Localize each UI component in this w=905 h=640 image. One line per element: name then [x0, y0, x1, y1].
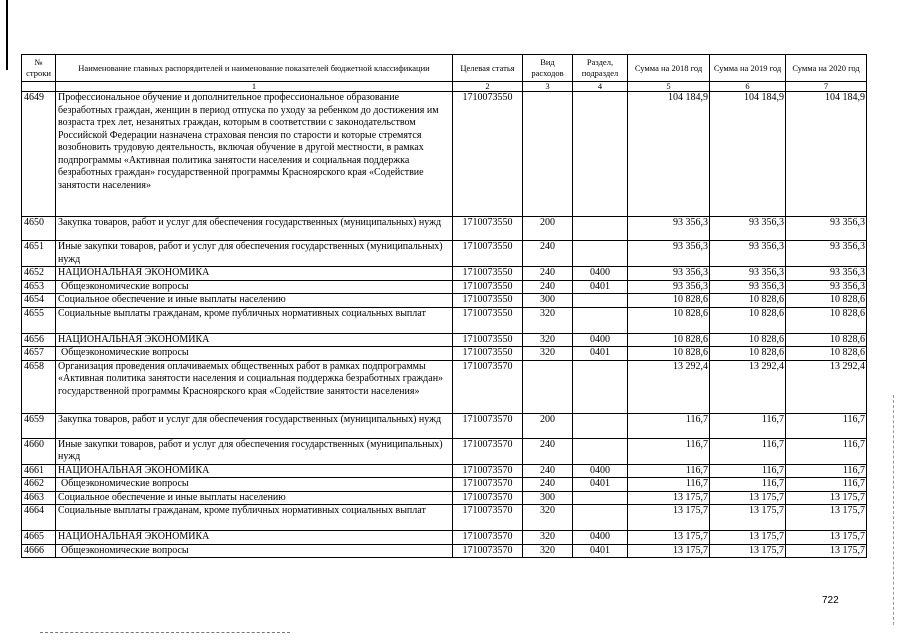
row-sum-2018: 93 356,3 — [628, 267, 710, 281]
header-row-number: № строки — [22, 55, 56, 82]
row-section — [573, 294, 628, 308]
row-sum-2020: 93 356,3 — [786, 217, 867, 241]
row-sum-2019: 13 175,7 — [710, 491, 786, 505]
row-number: 4655 — [22, 307, 56, 333]
row-sum-2018: 13 175,7 — [628, 544, 710, 558]
row-sum-2018: 116,7 — [628, 478, 710, 492]
row-sum-2018: 93 356,3 — [628, 280, 710, 294]
row-sum-2020: 13 175,7 — [786, 544, 867, 558]
row-expense-type: 200 — [523, 217, 573, 241]
row-expense-type: 320 — [523, 505, 573, 531]
row-target-article: 1710073550 — [453, 92, 523, 217]
row-section: 0400 — [573, 464, 628, 478]
table-row — [22, 478, 867, 492]
row-sum-2019: 116,7 — [710, 413, 786, 438]
row-sum-2018: 104 184,9 — [628, 92, 710, 217]
table-row — [22, 438, 867, 464]
row-number: 4653 — [22, 280, 56, 294]
row-section — [573, 241, 628, 267]
row-sum-2019: 93 356,3 — [710, 280, 786, 294]
row-expense-type: 240 — [523, 464, 573, 478]
row-section — [573, 307, 628, 333]
row-sum-2020: 116,7 — [786, 464, 867, 478]
row-section: 0401 — [573, 347, 628, 361]
row-section — [573, 413, 628, 438]
row-number: 4662 — [22, 478, 56, 492]
table-row — [22, 333, 867, 347]
row-section: 0401 — [573, 478, 628, 492]
row-target-article: 1710073550 — [453, 241, 523, 267]
row-name: Социальные выплаты гражданам, кроме публичных нормативных социальных выплат — [56, 505, 453, 531]
row-number: 4652 — [22, 267, 56, 281]
row-number: 4663 — [22, 491, 56, 505]
budget-table — [21, 54, 867, 558]
row-name: Общеэкономические вопросы — [56, 280, 453, 294]
row-sum-2020: 13 292,4 — [786, 360, 867, 413]
row-target-article: 1710073550 — [453, 217, 523, 241]
col-number: 4 — [573, 82, 628, 92]
table-row — [22, 217, 867, 241]
table-row — [22, 347, 867, 361]
row-number: 4650 — [22, 217, 56, 241]
header-name: Наименование главных распорядителей и наименование показателей бюджетной классификации — [56, 55, 453, 82]
row-expense-type: 300 — [523, 491, 573, 505]
row-sum-2018: 10 828,6 — [628, 333, 710, 347]
row-section: 0400 — [573, 333, 628, 347]
row-number: 4651 — [22, 241, 56, 267]
row-section — [573, 438, 628, 464]
table-row — [22, 307, 867, 333]
row-sum-2018: 93 356,3 — [628, 217, 710, 241]
table-row — [22, 491, 867, 505]
row-sum-2019: 116,7 — [710, 438, 786, 464]
header-section: Раздел, подраздел — [573, 55, 628, 82]
row-section: 0401 — [573, 280, 628, 294]
col-number: 1 — [56, 82, 453, 92]
row-target-article: 1710073550 — [453, 333, 523, 347]
col-number: 3 — [523, 82, 573, 92]
row-section — [573, 92, 628, 217]
table-row — [22, 531, 867, 545]
row-name: Социальное обеспечение и иные выплаты населению — [56, 491, 453, 505]
row-number: 4665 — [22, 531, 56, 545]
row-target-article: 1710073570 — [453, 491, 523, 505]
row-expense-type: 240 — [523, 438, 573, 464]
col-number — [22, 82, 56, 92]
row-target-article: 1710073570 — [453, 413, 523, 438]
row-sum-2019: 13 292,4 — [710, 360, 786, 413]
row-sum-2018: 13 175,7 — [628, 491, 710, 505]
row-expense-type — [523, 92, 573, 217]
row-number: 4658 — [22, 360, 56, 413]
row-name: НАЦИОНАЛЬНАЯ ЭКОНОМИКА — [56, 267, 453, 281]
row-sum-2019: 10 828,6 — [710, 307, 786, 333]
row-sum-2020: 116,7 — [786, 438, 867, 464]
table-row — [22, 280, 867, 294]
col-number: 7 — [786, 82, 867, 92]
margin-rule — [6, 0, 8, 70]
row-number: 4656 — [22, 333, 56, 347]
row-sum-2019: 10 828,6 — [710, 347, 786, 361]
row-sum-2019: 93 356,3 — [710, 217, 786, 241]
row-sum-2020: 10 828,6 — [786, 347, 867, 361]
row-expense-type: 320 — [523, 531, 573, 545]
row-name: Закупка товаров, работ и услуг для обеспечения государственных (муниципальных) нужд — [56, 217, 453, 241]
row-sum-2020: 93 356,3 — [786, 267, 867, 281]
row-sum-2018: 116,7 — [628, 438, 710, 464]
header-sum-2019: Сумма на 2019 год — [710, 55, 786, 82]
table-row — [22, 464, 867, 478]
page-number: 722 — [822, 595, 839, 606]
row-number: 4661 — [22, 464, 56, 478]
row-name: Закупка товаров, работ и услуг для обеспечения государственных (муниципальных) нужд — [56, 413, 453, 438]
row-expense-type: 320 — [523, 307, 573, 333]
row-sum-2019: 116,7 — [710, 464, 786, 478]
row-sum-2018: 116,7 — [628, 413, 710, 438]
row-sum-2020: 10 828,6 — [786, 294, 867, 308]
binding-edge — [893, 395, 895, 625]
row-sum-2019: 13 175,7 — [710, 505, 786, 531]
row-target-article: 1710073570 — [453, 531, 523, 545]
row-sum-2020: 116,7 — [786, 413, 867, 438]
row-name: Общеэкономические вопросы — [56, 478, 453, 492]
row-sum-2018: 10 828,6 — [628, 347, 710, 361]
row-sum-2020: 10 828,6 — [786, 333, 867, 347]
table-row — [22, 505, 867, 531]
table-row — [22, 294, 867, 308]
row-number: 4660 — [22, 438, 56, 464]
row-sum-2020: 13 175,7 — [786, 505, 867, 531]
row-sum-2020: 116,7 — [786, 478, 867, 492]
row-number: 4657 — [22, 347, 56, 361]
row-sum-2019: 116,7 — [710, 478, 786, 492]
row-number: 4654 — [22, 294, 56, 308]
row-target-article: 1710073570 — [453, 505, 523, 531]
header-sum-2020: Сумма на 2020 год — [786, 55, 867, 82]
row-name: Иные закупки товаров, работ и услуг для обеспечения государственных (муниципальных) нужд — [56, 241, 453, 267]
row-name: НАЦИОНАЛЬНАЯ ЭКОНОМИКА — [56, 333, 453, 347]
row-sum-2020: 93 356,3 — [786, 241, 867, 267]
row-expense-type: 240 — [523, 478, 573, 492]
col-number: 5 — [628, 82, 710, 92]
row-sum-2019: 93 356,3 — [710, 241, 786, 267]
row-sum-2018: 10 828,6 — [628, 294, 710, 308]
row-name: Социальное обеспечение и иные выплаты населению — [56, 294, 453, 308]
row-section — [573, 505, 628, 531]
row-sum-2020: 13 175,7 — [786, 491, 867, 505]
row-expense-type: 320 — [523, 333, 573, 347]
row-section: 0400 — [573, 267, 628, 281]
table-row — [22, 92, 867, 217]
row-sum-2018: 10 828,6 — [628, 307, 710, 333]
row-expense-type — [523, 360, 573, 413]
row-sum-2018: 116,7 — [628, 464, 710, 478]
row-expense-type: 240 — [523, 280, 573, 294]
row-target-article: 1710073570 — [453, 464, 523, 478]
table-row — [22, 241, 867, 267]
row-sum-2018: 13 175,7 — [628, 505, 710, 531]
col-number: 6 — [710, 82, 786, 92]
row-sum-2020: 10 828,6 — [786, 307, 867, 333]
row-target-article: 1710073550 — [453, 280, 523, 294]
row-sum-2018: 93 356,3 — [628, 241, 710, 267]
row-sum-2019: 13 175,7 — [710, 544, 786, 558]
row-expense-type: 320 — [523, 347, 573, 361]
col-number: 2 — [453, 82, 523, 92]
row-number: 4666 — [22, 544, 56, 558]
row-name: Организация проведения оплачиваемых общественных работ в рамках подпрограммы «Активная политика занятости населения и социальная поддержка безработных граждан» государственной программы Красноярского края «Содействие занятости населения» — [56, 360, 453, 413]
row-expense-type: 200 — [523, 413, 573, 438]
table-row — [22, 360, 867, 413]
row-name: Профессиональное обучение и дополнительное профессиональное образование безработных граждан, женщин в период отпуска по уходу за ребенком до достижения им возраста трех лет, незанятых граждан, которым в соответствии с законодательством Российской Федерации назначена страховая пенсия по старости и которые стремятся возобновить трудовую деятельность, включая обучение в другой местности, в рамках подпрограммы «Активная политика занятости населения и социальная поддержка безработных граждан» государственной программы Красноярского края «Содействие занятости населения» — [56, 92, 453, 217]
row-target-article: 1710073570 — [453, 438, 523, 464]
row-sum-2019: 13 175,7 — [710, 531, 786, 545]
row-target-article: 1710073550 — [453, 294, 523, 308]
row-expense-type: 300 — [523, 294, 573, 308]
row-name: Социальные выплаты гражданам, кроме публичных нормативных социальных выплат — [56, 307, 453, 333]
row-sum-2019: 104 184,9 — [710, 92, 786, 217]
header-target-article: Целевая статья — [453, 55, 523, 82]
row-target-article: 1710073550 — [453, 267, 523, 281]
row-number: 4659 — [22, 413, 56, 438]
row-target-article: 1710073550 — [453, 347, 523, 361]
row-target-article: 1710073550 — [453, 307, 523, 333]
header-expense-type: Вид расходов — [523, 55, 573, 82]
row-expense-type: 240 — [523, 241, 573, 267]
row-number: 4649 — [22, 92, 56, 217]
row-section — [573, 360, 628, 413]
row-number: 4664 — [22, 505, 56, 531]
row-sum-2019: 10 828,6 — [710, 333, 786, 347]
row-sum-2018: 13 175,7 — [628, 531, 710, 545]
row-expense-type: 320 — [523, 544, 573, 558]
row-expense-type: 240 — [523, 267, 573, 281]
row-target-article: 1710073570 — [453, 478, 523, 492]
row-name: НАЦИОНАЛЬНАЯ ЭКОНОМИКА — [56, 531, 453, 545]
row-sum-2019: 10 828,6 — [710, 294, 786, 308]
row-section: 0401 — [573, 544, 628, 558]
row-section: 0400 — [573, 531, 628, 545]
row-target-article: 1710073570 — [453, 544, 523, 558]
row-sum-2018: 13 292,4 — [628, 360, 710, 413]
footer-rule — [40, 632, 290, 635]
row-name: Иные закупки товаров, работ и услуг для обеспечения государственных (муниципальных) нужд — [56, 438, 453, 464]
row-section — [573, 217, 628, 241]
row-section — [573, 491, 628, 505]
header-sum-2018: Сумма на 2018 год — [628, 55, 710, 82]
row-target-article: 1710073570 — [453, 360, 523, 413]
row-sum-2020: 93 356,3 — [786, 280, 867, 294]
row-sum-2019: 93 356,3 — [710, 267, 786, 281]
row-name: Общеэкономические вопросы — [56, 544, 453, 558]
table-row — [22, 267, 867, 281]
table-row — [22, 413, 867, 438]
row-name: Общеэкономические вопросы — [56, 347, 453, 361]
row-sum-2020: 104 184,9 — [786, 92, 867, 217]
row-sum-2020: 13 175,7 — [786, 531, 867, 545]
table-row — [22, 544, 867, 558]
row-name: НАЦИОНАЛЬНАЯ ЭКОНОМИКА — [56, 464, 453, 478]
